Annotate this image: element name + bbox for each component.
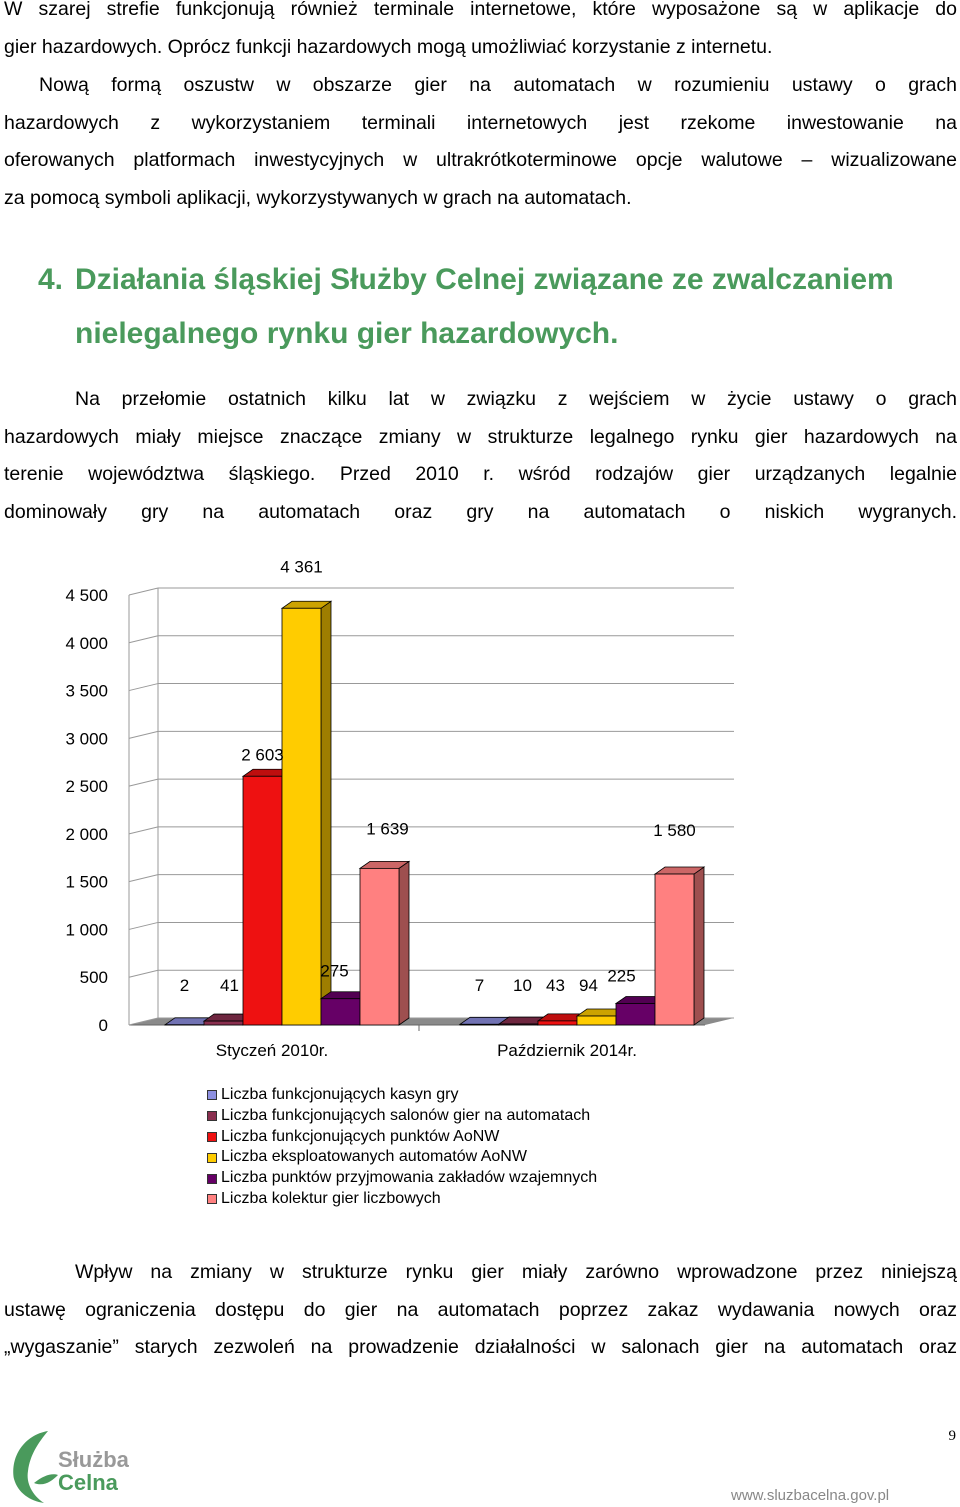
text-line: Nową formą oszustw w obszarze gier na automatach w rozumieniu ustawy o grach <box>39 74 957 96</box>
category-label: Styczeń 2010r. <box>215 1041 329 1060</box>
legend-label: Liczba punktów przyjmowania zakładów wzajemnych <box>221 1169 598 1187</box>
logo-line: Służba <box>58 1447 129 1472</box>
text-line: hazardowych z wykorzystaniem terminali internetowych jest rzekome inwestowanie na <box>4 111 957 134</box>
legend-swatch <box>207 1194 217 1204</box>
bar-value-label: 43 <box>546 976 565 995</box>
legend-swatch <box>207 1111 217 1121</box>
legend-label: Liczba funkcjonujących punktów AoNW <box>221 1127 500 1145</box>
legend-label: Liczba funkcjonujących kasyn gry <box>221 1086 459 1103</box>
legend-swatch <box>207 1153 217 1163</box>
y-tick-label: 3 000 <box>65 729 108 749</box>
bar-5-0 <box>360 861 409 1025</box>
gridline-depth <box>129 731 158 738</box>
paragraph-impact <box>4 1254 957 1367</box>
legend-item <box>207 1168 597 1189</box>
gridline-depth <box>129 779 158 786</box>
legend-item <box>207 1147 597 1168</box>
text-line: W szarej strefie funkcjonują również terminale internetowe, które wyposażone są w aplikacje do <box>4 0 957 20</box>
legend-item <box>207 1127 597 1148</box>
page-number: 9 <box>948 1428 956 1444</box>
section-heading <box>38 253 958 361</box>
heading-line: Działania śląskiej Służby Celnej związane ze zwalczaniem <box>75 263 894 296</box>
legend-swatch <box>207 1090 217 1100</box>
y-tick-label: 3 500 <box>65 681 108 701</box>
bar-value-label: 94 <box>579 976 598 995</box>
paragraph-market-changes <box>4 381 957 531</box>
text-line: hazardowych miały miejsce znaczące zmiany w strukturze legalnego rynku gier hazardowych na <box>4 425 957 448</box>
section-number: 4. <box>38 263 64 296</box>
gridline-depth <box>129 922 158 929</box>
category-label: Październik 2014r. <box>497 1041 637 1060</box>
bar-value-label: 7 <box>474 976 485 995</box>
gridline-depth <box>129 684 158 691</box>
legend-item <box>207 1106 597 1127</box>
gridline-depth <box>129 636 158 643</box>
gridline-depth <box>129 875 158 882</box>
y-tick-label: 2 500 <box>65 777 108 797</box>
bar-5-1 <box>655 867 704 1025</box>
text-line: oferowanych platformach inwestycyjnych w ultrakrótkoterminowe opcje walutowe – wizualizowane <box>4 149 957 172</box>
bar-value-label: 41 <box>220 976 239 995</box>
text-line: Na przełomie ostatnich kilku lat w związku z wejściem w życie ustawy o grach <box>75 388 957 410</box>
y-tick-label: 1 000 <box>65 920 108 940</box>
legend-item <box>207 1085 597 1106</box>
bar-value-label: 1 580 <box>653 821 696 841</box>
bar-chart <box>0 555 960 1075</box>
legend-label: Liczba funkcjonujących salonów gier na automatach <box>221 1106 591 1124</box>
gridline-depth <box>129 970 158 977</box>
paragraph-terminals <box>4 0 957 66</box>
legend-swatch <box>207 1174 217 1184</box>
bar-value-label: 225 <box>607 966 636 986</box>
y-tick-label: 4 000 <box>65 633 108 653</box>
y-tick-label: 4 500 <box>65 586 108 605</box>
text-line: terenie województwa śląskiego. Przed 2010 r. wśród rodzajów gier urządzanych legalnie <box>4 463 957 486</box>
text-line: za pomocą symboli aplikacji, wykorzystywanych w grach na automatach. <box>4 186 632 209</box>
heading-line: nielegalnego rynku gier hazardowych. <box>75 317 619 350</box>
bar-value-label: 1 639 <box>366 819 409 839</box>
logo-line: Celna <box>58 1470 118 1495</box>
text-line: „wygaszanie” starych zezwoleń na prowadzenie działalności w salonach gier na automatach oraz <box>4 1336 957 1359</box>
gridline-depth <box>129 588 158 595</box>
logo-wordmark <box>58 1448 129 1494</box>
site-url[interactable]: www.sluzbacelna.gov.pl <box>731 1487 890 1504</box>
legend-swatch <box>207 1132 217 1142</box>
legend-label: Liczba eksploatowanych automatów AoNW <box>221 1148 527 1166</box>
text-line: Wpływ na zmiany w strukturze rynku gier miały zarówno wprowadzone przez niniejszą <box>75 1261 957 1283</box>
paragraph-fraud <box>4 67 957 217</box>
bar-value-label: 4 361 <box>280 557 323 577</box>
y-tick-label: 2 000 <box>65 824 108 844</box>
gridline-depth <box>129 827 158 834</box>
bar-value-label: 2 603 <box>241 745 284 765</box>
y-tick-label: 0 <box>98 1016 108 1035</box>
y-tick-label: 1 500 <box>65 872 108 892</box>
text-line: ustawę ograniczenia dostępu do gier na automatach poprzez zakaz wydawania nowych oraz <box>4 1298 957 1321</box>
legend-item <box>207 1189 597 1210</box>
text-line: gier hazardowych. Oprócz funkcji hazardowych mogą umożliwiać korzystanie z internetu. <box>4 35 773 58</box>
bar-value-label: 275 <box>320 961 349 981</box>
y-tick-label: 500 <box>79 968 108 988</box>
text-line: dominowały gry na automatach oraz gry na automatach o niskich wygranych. <box>4 500 957 523</box>
legend-label: Liczba kolektur gier liczbowych <box>221 1189 441 1207</box>
chart-legend <box>207 1085 597 1210</box>
bar-value-label: 10 <box>513 976 532 995</box>
bar-value-label: 2 <box>179 976 190 995</box>
